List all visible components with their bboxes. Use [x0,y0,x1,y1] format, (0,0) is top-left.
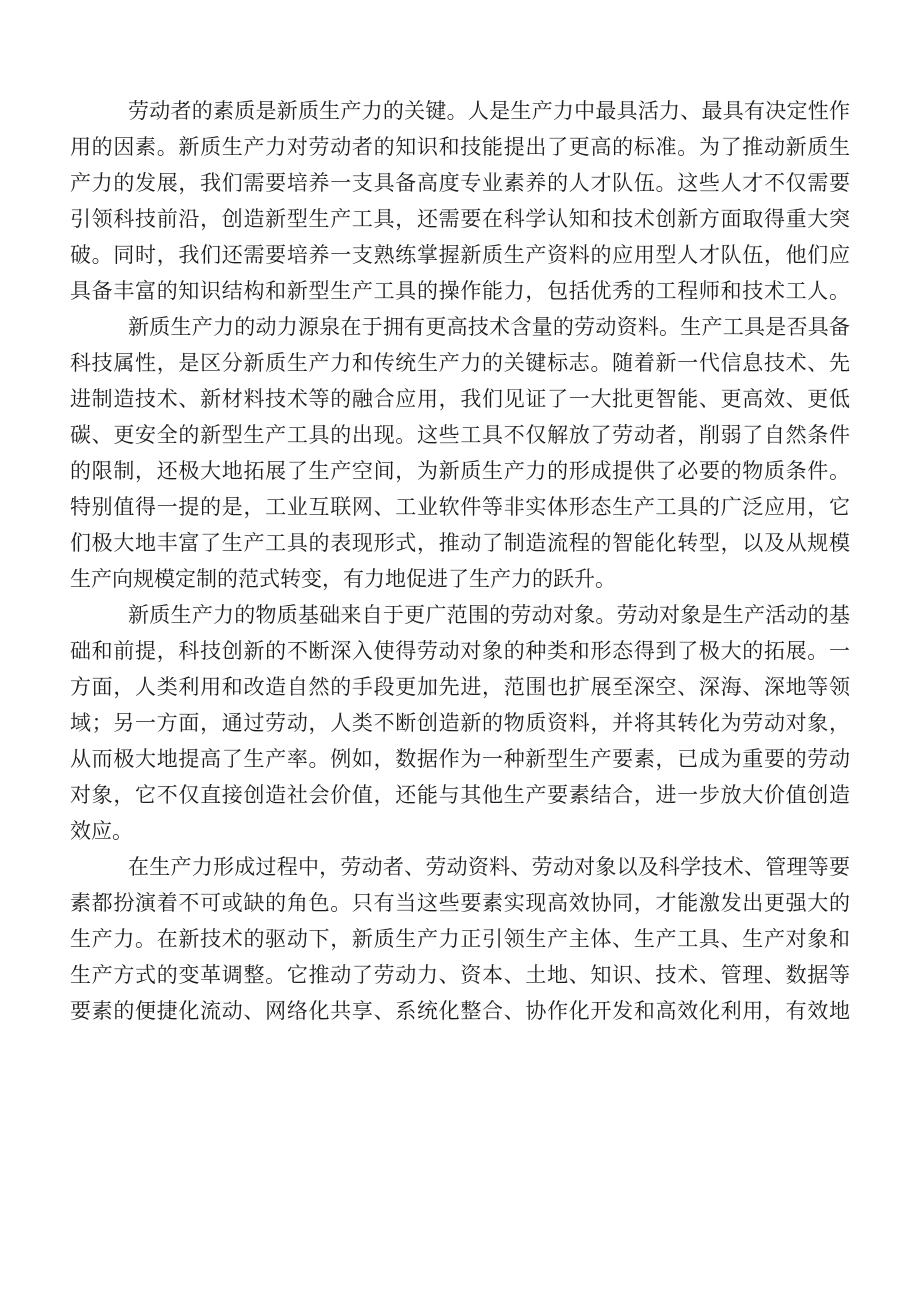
document-body [70,93,850,1029]
paragraph-productivity-formation [70,849,850,1029]
paragraph-labor-materials [70,309,850,597]
text-line: 们极大地丰富了生产工具的表现形式，推动了制造流程的智能化转型，以及从规模 [70,531,850,555]
text-line: 方面，人类利用和改造自然的手段更加先进，范围也扩展至深空、深海、深地等领 [70,675,850,699]
text-line: 从而极大地提高了生产率。例如，数据作为一种新型生产要素，已成为重要的劳动 [70,747,850,771]
text-line: 特别值得一提的是，工业互联网、工业软件等非实体形态生产工具的广泛应用，它 [70,495,850,519]
text-line: 劳动者的素质是新质生产力的关键。人是生产力中最具活力、最具有决定性作 [128,99,850,123]
text-line: 生产方式的变革调整。它推动了劳动力、资本、土地、知识、技术、管理、数据等 [70,963,850,987]
text-line: 具备丰富的知识结构和新型生产工具的操作能力，包括优秀的工程师和技术工人。 [70,279,850,303]
text-line: 产力的发展，我们需要培养一支具备高度专业素养的人才队伍。这些人才不仅需要 [70,171,850,195]
text-line: 破。同时，我们还需要培养一支熟练掌握新质生产资料的应用型人才队伍，他们应 [70,243,850,267]
text-line: 素都扮演着不可或缺的角色。只有当这些要素实现高效协同，才能激发出更强大的 [70,891,850,915]
text-line: 础和前提，科技创新的不断深入使得劳动对象的种类和形态得到了极大的拓展。一 [70,639,850,663]
text-line: 新质生产力的动力源泉在于拥有更高技术含量的劳动资料。生产工具是否具备 [128,315,850,339]
paragraph-labor-quality [70,93,850,309]
text-line: 碳、更安全的新型生产工具的出现。这些工具不仅解放了劳动者，削弱了自然条件 [70,423,850,447]
paragraph-labor-objects [70,597,850,849]
text-line: 域；另一方面，通过劳动，人类不断创造新的物质资料，并将其转化为劳动对象， [70,711,850,735]
text-line: 引领科技前沿，创造新型生产工具，还需要在科学认知和技术创新方面取得重大突 [70,207,850,231]
text-line: 效应。 [70,819,133,843]
text-line: 进制造技术、新材料技术等的融合应用，我们见证了一大批更智能、更高效、更低 [70,387,850,411]
text-line: 用的因素。新质生产力对劳动者的知识和技能提出了更高的标准。为了推动新质生 [70,135,850,159]
text-line: 在生产力形成过程中，劳动者、劳动资料、劳动对象以及科学技术、管理等要 [128,855,850,879]
text-line: 的限制，还极大地拓展了生产空间，为新质生产力的形成提供了必要的物质条件。 [70,459,850,483]
text-line: 对象，它不仅直接创造社会价值，还能与其他生产要素结合，进一步放大价值创造 [70,783,850,807]
text-line: 科技属性，是区分新质生产力和传统生产力的关键标志。随着新一代信息技术、先 [70,351,850,375]
text-line: 生产向规模定制的范式转变，有力地促进了生产力的跃升。 [70,567,616,591]
text-line: 要素的便捷化流动、网络化共享、系统化整合、协作化开发和高效化利用，有效地 [70,999,850,1023]
text-line: 生产力。在新技术的驱动下，新质生产力正引领生产主体、生产工具、生产对象和 [70,927,850,951]
text-line: 新质生产力的物质基础来自于更广范围的劳动对象。劳动对象是生产活动的基 [128,603,850,627]
